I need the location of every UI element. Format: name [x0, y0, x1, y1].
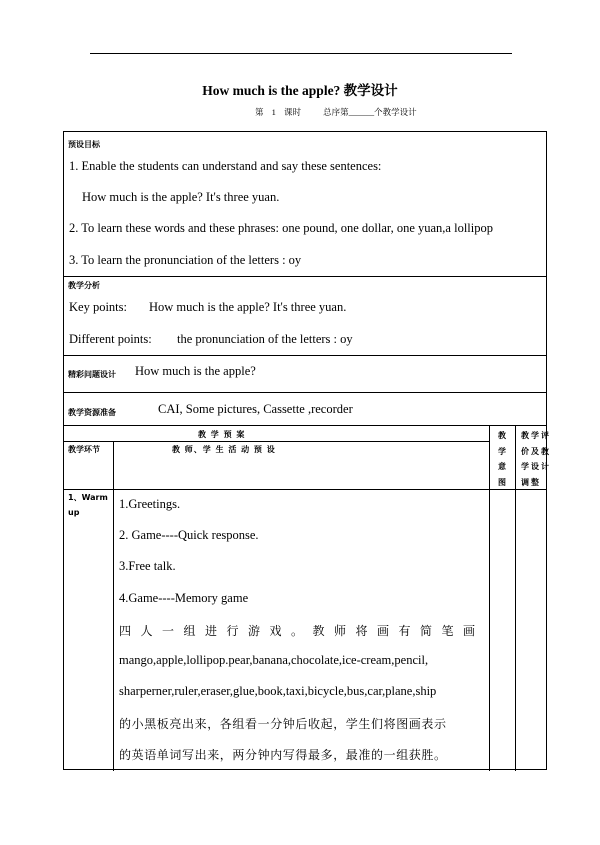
activity-line: 的英语单词写出来，两分钟内写得最多，最准的一组获胜。	[119, 748, 447, 762]
key-points-label: Key points:	[69, 300, 127, 314]
activity-line: 3.Free talk.	[119, 559, 176, 573]
column-divider	[515, 425, 516, 771]
column-divider	[489, 425, 490, 771]
goal-item: 1. Enable the students can understand and say these sentences:	[69, 159, 382, 173]
goal-item: 2. To learn these words and these phrases: one pound, one dollar, one yuan,a lollipop	[69, 221, 493, 235]
activity-line: 的小黑板亮出来，各组看一分钟后收起，学生们将图画表示	[119, 717, 447, 731]
lesson-suffix: 课时	[284, 107, 302, 117]
intent-column-header: 教 学 意 图	[498, 431, 506, 487]
activity-line: sharperner,ruler,eraser,glue,book,taxi,bicycle,bus,car,plane,ship	[119, 684, 437, 698]
resources-value: CAI, Some pictures, Cassette ,recorder	[158, 402, 353, 416]
column-divider	[113, 441, 114, 771]
lesson-number: 1	[271, 107, 276, 117]
key-points-value: How much is the apple? It's three yuan.	[149, 300, 347, 314]
activity-line: 1.Greetings.	[119, 497, 181, 511]
evaluation-column-header: 教学评 价及教 学设计 调整	[521, 431, 551, 487]
plan-header: 教 学 预 案	[198, 430, 246, 439]
row-divider	[64, 355, 546, 356]
activity-line: 四人一组进行游戏。教师将画有简笔画	[119, 624, 485, 638]
resources-label: 教学资源准备	[68, 408, 116, 417]
activity-line: mango,apple,lollipop.pear,banana,chocolate,ice-cream,pencil,	[119, 653, 429, 667]
total-sequence-label: 总序第______个教学设计	[323, 107, 417, 117]
activity-line: 2. Game----Quick response.	[119, 528, 259, 542]
stage-label: 1、Warm	[68, 493, 108, 502]
activity-column-header: 教 师、学 生 活 动 预 设	[172, 445, 276, 454]
lesson-prefix: 第	[255, 107, 264, 117]
analysis-label: 教学分析	[68, 281, 100, 290]
difficult-points-label: Different points:	[69, 332, 152, 346]
question-label: 精彩问题设计	[68, 370, 116, 379]
row-divider	[64, 276, 546, 277]
stage-label-cont: up	[68, 508, 80, 517]
lesson-info	[255, 106, 423, 118]
row-divider	[64, 489, 546, 490]
row-divider	[64, 392, 546, 393]
difficult-points-value: the pronunciation of the letters : oy	[177, 332, 353, 346]
row-divider	[64, 441, 489, 442]
question-value: How much is the apple?	[135, 364, 256, 378]
goal-item: 3. To learn the pronunciation of the letters : oy	[69, 253, 302, 267]
stage-column-header: 教学环节	[68, 445, 100, 454]
row-divider	[64, 425, 546, 426]
document-title: How much is the apple? 教学设计	[202, 83, 398, 98]
lesson-plan-table	[63, 131, 551, 770]
goal-item: How much is the apple? It's three yuan.	[82, 190, 280, 204]
goals-label: 预设目标	[68, 140, 100, 149]
header-rule	[90, 53, 512, 54]
activity-line: 4.Game----Memory game	[119, 591, 249, 605]
